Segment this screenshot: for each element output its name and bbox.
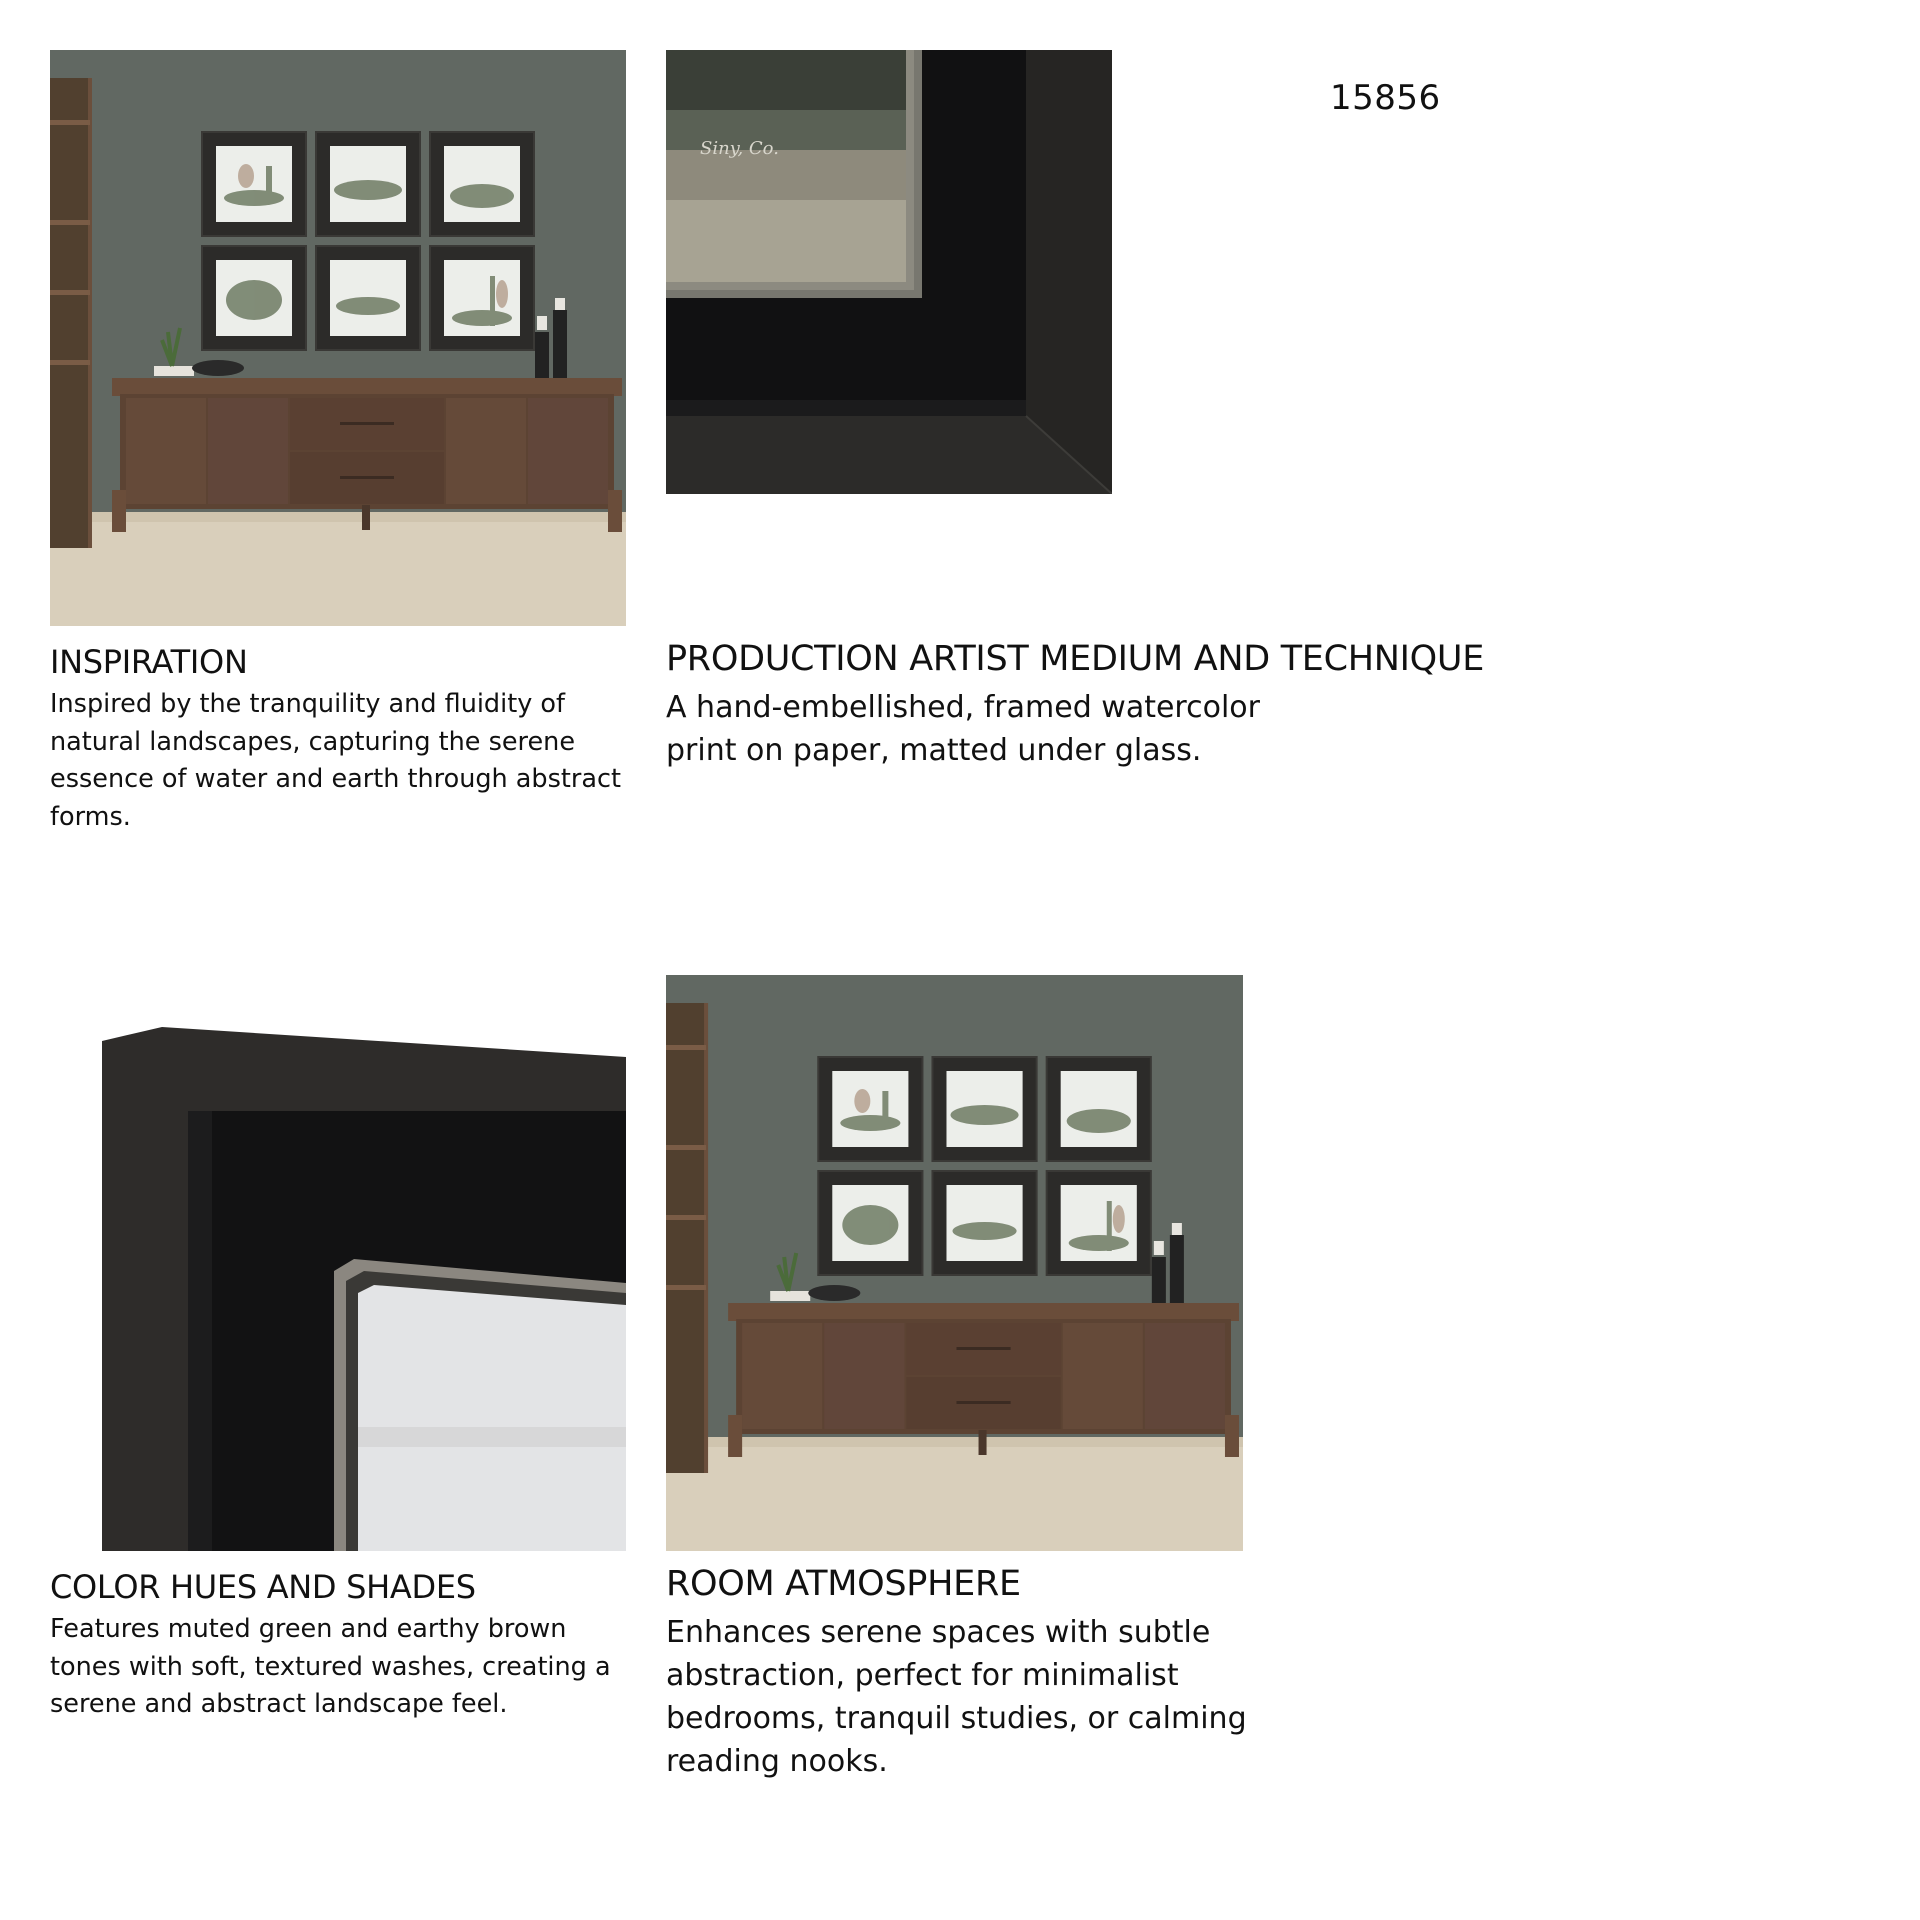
section-heading: COLOR HUES AND SHADES [50,1568,476,1606]
frame-corner-detail-photo [666,50,1112,494]
section-heading: ROOM ATMOSPHERE [666,1564,1021,1604]
section-inspiration [50,642,630,836]
section-body: A hand-embellished, framed watercolor print on paper, matted under glass. [666,689,1260,768]
section-color-hues [50,1567,630,1724]
frame-closeup-photo [102,1027,626,1551]
section-heading: INSPIRATION [50,643,248,681]
product-sku: 15856 [1330,78,1441,118]
section-body: Enhances serene spaces with subtle abstraction, perfect for minimalist bedrooms, tranquil studies, or calming reading nooks. [666,1614,1247,1779]
svg-text:Siny, Co.: Siny, Co. [700,138,779,159]
room-scene-photo [50,50,626,626]
section-production-medium [666,638,1546,772]
room-scene-photo [666,975,1243,1551]
section-room-atmosphere [666,1563,1266,1783]
section-heading: PRODUCTION ARTIST MEDIUM AND TECHNIQUE [666,639,1485,679]
section-body: Inspired by the tranquility and fluidity of natural landscapes, capturing the serene essence of water and earth through abstract forms. [50,689,622,832]
section-body: Features muted green and earthy brown tones with soft, textured washes, creating a serene and abstract landscape feel. [50,1614,611,1719]
